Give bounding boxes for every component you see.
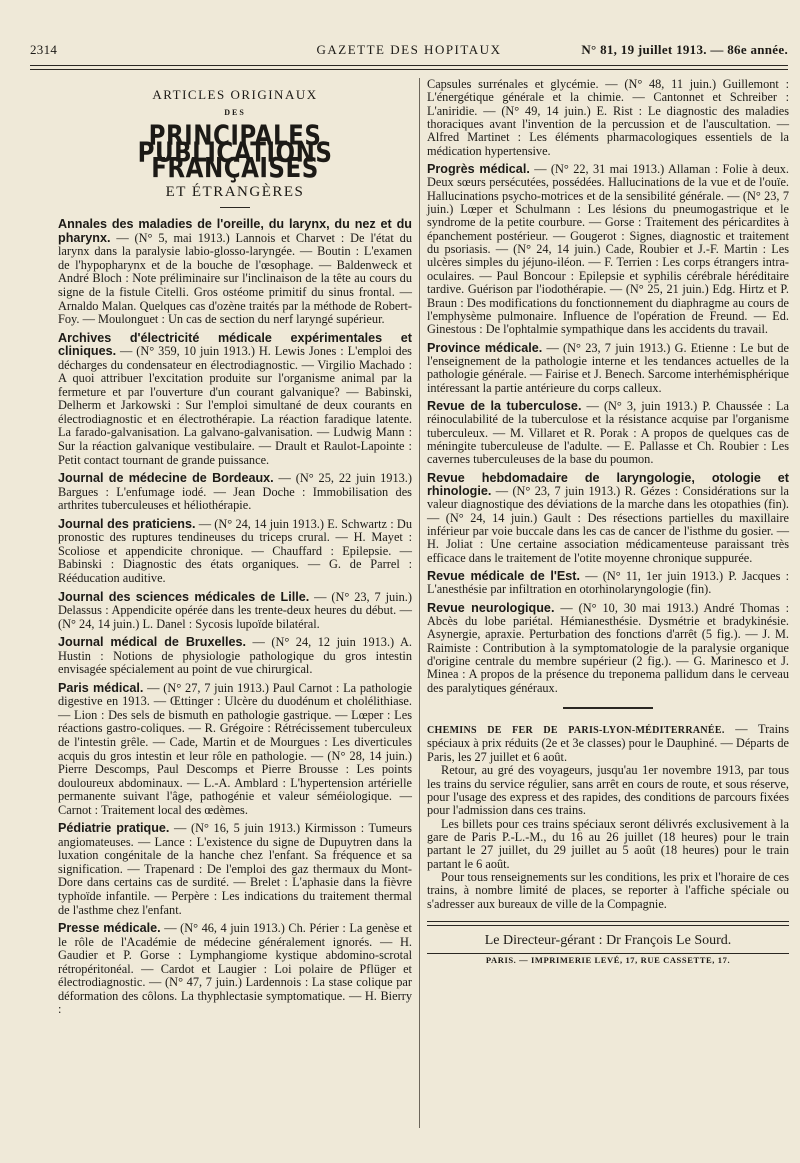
section-title: PRINCIPALES PUBLICATIONS FRANÇAISES [137, 120, 333, 185]
publication-entry [427, 400, 789, 467]
journal-name: Archives d'électricité médicale expérimentales et cliniques. [58, 330, 412, 359]
journal-name: Journal des praticiens. [58, 516, 196, 531]
notice-intro [427, 723, 789, 764]
journal-name: Revue médicale de l'Est. [427, 569, 580, 584]
publication-entry [58, 218, 412, 326]
publication-entry [58, 472, 412, 513]
entry-text: — (N° 23, 7 juin 1913.) R. Gézes : Considérations sur la valeur diagnostique des déviations de la marche dans les otopathies (fin). — (N° 24, 14 juin.) Gault : Des résections partielles du maxillaire inférieur par voie buccale dans les cas de cancer de l'isthme du gosier. — H. Joliat : Une certaine association médicamenteuse paraissant très efficace dans le traitement de l'otite moyenne chronique suppurée. [427, 483, 789, 565]
journal-name: Journal médical de Bruxelles. [58, 635, 247, 650]
right-entry-list [427, 78, 789, 695]
director-line: Le Directeur-gérant : Dr François Le Sourd. [484, 932, 732, 948]
notice-intro-text: — Trains spéciaux à prix réduits (2e et 3e classes) pour le Dauphiné. — Départs de Paris, les 27 juillet et 6 août. [427, 722, 789, 764]
entry-text: — (N° 5, mai 1913.) Lannois et Charvet : De l'état du larynx dans la paralysie labio-glosso-laryngée. — Boutin : L'examen de l'hypopharynx et de la bouche de l'œsophage. — Baldenweck et André Bloch : Note préliminaire sur l'inclinaison de la tête au cours du signe de la fistule Citelli. Gros ostéome primitif du sinus frontal. — Arnaldo Malan. Quelques cas d'ozène traités par la méthode de Robert-Foy. — Moulonguet : Un cas de section du nerf laryngé supérieur. [58, 230, 412, 327]
publication-entry [58, 591, 412, 632]
publication-entry [58, 636, 412, 677]
left-column [58, 78, 412, 1022]
publication-entry [427, 472, 789, 565]
page-number: 2314 [30, 42, 58, 57]
section-heading-des: DES [224, 107, 246, 117]
railway-notice [427, 723, 789, 911]
section-heading: ARTICLES ORIGINAUX [152, 87, 318, 102]
journal-name: Pédiatrie pratique. [58, 821, 170, 836]
footer-rule [427, 921, 789, 926]
entry-text: — (N° 22, 31 mai 1913.) Allaman : Folie à deux. Deux sœurs persécutées, possédées. Hallucinations de la vue et de l'ouïe. Hallucinations psycho-motrices et de la sensibilité générale. — (N° 23, 7 juin.) Lœper et Schulmann : Les lésions du pneumogastrique et le syndrome de la petite courbure. — Gorse : Traitement des péricardites à épanchement postérieur. — Gougerot : Signes, diagnostic et traitement du psoriasis. — (N° 24, 14 juin.) Cade, Roubier et J.-F. Martin : Les ulcères simples du jéjuno-iléon. — F. Terrien : Les corps étrangers intra-oculaires. — Paul Boncour : Epilepsie et syphilis cérébrale héréditaire tardive. Guérison par l'iodothérapie. — (N° 25, 21 juin.) Edg. Hirtz et P. Braun : Des modifications du fonctionnement du diaphragme au cours de l'emphysème pulmonaire. Influence de l'opération de Freund. — Ed. Ginestous : De l'ophtalmie sympathique dans les accidents du travail. [427, 162, 790, 337]
printer-line: PARIS. — IMPRIMERIE LEVÉ, 17, RUE CASSETTE, 17. [485, 955, 731, 966]
entry-text: — (N° 359, 10 juin 1913.) H. Lewis Jones : L'emploi des décharges du condensateur en électrodiagnostic. — Virgilio Machado : A quoi attribuer l'excitation produite sur l'organisme animal par la fermeture et par l'ouverture d'un courant galvanique? — Babinski, Delherm et Jarkowski : Sur l'emploi simultané de deux courants en électrodiagnostic et en électrothérapie. La réaction faradique latente. La farado-galvanisation. La galvano-galvanisation. — Ludwig Mann : Sur la réaction galvanique vestibulaire. — Drault et Raulot-Lapointe : Petit contact tournant de grande puissance. [58, 344, 412, 467]
header-rule [30, 65, 788, 66]
journal-name: Annales des maladies de l'oreille, du larynx, du nez et du pharynx. [58, 217, 412, 245]
journal-name: Revue hebdomadaire de laryngologie, otologie et rhinologie. [427, 470, 789, 498]
entry-text: — (N° 23, 7 juin.) Delassus : Appendicite opérée dans les trente-deux heures du début. — (N° 24, 14 juin.) L. Danel : Sycosis lupoïde bilatéral. [58, 589, 412, 631]
entry-text: — (N° 16, 5 juin 1913.) Kirmisson : Tumeurs angiomateuses. — Lance : L'existence du signe de Dupuytren dans la luxation congénitale de la hanche chez l'enfant. Sa fréquence et sa signification. — Trapenard : De l'emploi des gaz thermaux du Mont-Dore dans certains cas de surdité. — Brelet : L'aphasie dans la fièvre typhoïde infantile. — Perpère : Les indications du traitement thermal de l'asthme chez l'enfant. [58, 821, 412, 917]
journal-name: Province médicale. [427, 340, 543, 355]
journal-name: Progrès médical. [427, 162, 530, 177]
entry-text: — (N° 25, 22 juin 1913.) Bargues : L'enfumage iodé. — Jean Doche : Immobilisation des arthrites tuberculeuses et héliothérapie. [58, 471, 413, 513]
entry-text: — (N° 3, juin 1913.) P. Chaussée : La réinoculabilité de la tuberculose et la résistance acquise par l'organisme tuberculeux. — M. Villaret et R. Porak : A propos de quelques cas de méningite tuberculeuse de l'adulte. — E. Pallasse et Ch. Roubier : Les cavernes tuberculeuses de la base du poumon. [427, 398, 789, 467]
header-rule-thin [30, 69, 788, 70]
publication-entry [58, 822, 412, 917]
journal-name: Revue neurologique. [427, 600, 555, 615]
journal-name: Journal de médecine de Bordeaux. [58, 471, 274, 486]
entry-text: — (N° 46, 4 juin 1913.) Ch. Périer : La genèse et le rôle de l'Académie de médecine généralement ignorés. — H. Gaudier et P. Gorse : Lymphangiome kystique abdomino-scrotal rétropéritonéal. — Cardot et Laugier : Loi polaire de Pflüger et électrodiagnostic. — (N° 47, 7 juin.) Lardennois : La stase colique par déformation des côlons. La thyphlectasie symptomatique. — H. Bierry : [58, 921, 412, 1017]
journal-name: Presse médicale. [58, 921, 161, 936]
heading-rule [220, 207, 250, 208]
publication-entry [58, 332, 412, 467]
section-subtitle: ET ÉTRANGÈRES [165, 183, 305, 200]
publication-entry [427, 602, 789, 695]
left-entry-list [58, 218, 412, 1017]
journal-title: GAZETTE DES HOPITAUX [316, 42, 502, 57]
journal-name: Revue de la tuberculose. [427, 398, 582, 413]
entry-text: — (N° 24, 14 juin 1913.) E. Schwartz : Du pronostic des ruptures tendineuses du triceps crural. — H. Mayet : Scoliose et appendicite chronique. — Chauffard : Epilepsie. — Babinski : Diagnostic des états organiques. — G. de Parrel : Rééducation auditive. [58, 516, 412, 585]
column-divider [419, 78, 420, 1128]
journal-name: Paris médical. [58, 680, 144, 695]
notice-rule [563, 707, 653, 709]
right-column [427, 78, 789, 968]
entry-text: — (N° 24, 12 juin 1913.) A. Hustin : Notions de physiologie pathologique du gros intestin envisagée spécialement au point de vue chirurgical. [58, 635, 412, 677]
publication-entry [427, 342, 789, 395]
notice-paragraph: Les billets pour ces trains spéciaux seront délivrés exclusivement à la gare de Paris P.-L.-M., du 16 au 26 juillet (18 heures) pour le train partant le 27 juillet, du 29 juillet au 5 août (18 heures) pour le train partant le 6 août. [427, 816, 789, 871]
entry-text: — (N° 11, 1er juin 1913.) P. Jacques : L'anesthésie par infiltration en otorhinolaryngologie (fin). [427, 569, 790, 597]
journal-name: Journal des sciences médicales de Lille. [58, 589, 310, 604]
publication-entry [427, 570, 789, 597]
publication-entry [427, 163, 789, 336]
entry-text: — (N° 10, 30 mai 1913.) André Thomas : Abcès du lobe pariétal. Hémianesthésie. Dysmétrie et bradykinésie. Asynergie, apraxie. Perturbation des fonctions d'arrêt (5 fig.). — J. M. Raimiste : Contribution à la symptomatologie de la paralysie organique d'origine centrale du membre supérieur (2 fig.). — G. Marinesco et J. Minea : A propos de la présence du treponema pallidum dans le cerveau des paralytiques généraux. [427, 600, 790, 695]
publication-entry [58, 922, 412, 1017]
notice-paragraph: Retour, au gré des voyageurs, jusqu'au 1er novembre 1913, par tous les trains du service régulier, sans arrêt en cours de route, et sous réserve, pour l'usage des express et des rapides, des conditions de parcours fixées pour l'admission dans ces trains. [427, 763, 789, 818]
publication-entry [58, 518, 412, 586]
publication-entry [427, 78, 789, 158]
entry-text: — (N° 23, 7 juin 1913.) G. Etienne : Le but de l'enseignement de la pathologie interne et les tendances actuelles de la pathologie générale. — Fairise et J. Benech. Sarcome interhémisphérique intéressant la partie antérieure du corps calleux. [427, 340, 789, 395]
issue-info: N° 81, 19 juillet 1913. — 86e année. [581, 42, 788, 57]
entry-text: Capsules surrénales et glycémie. — (N° 48, 11 juin.) Guillemont : L'énergétique générale et la chimie. — Cantonnet et Schreiber : L'aniridie. — (N° 49, 14 juin.) E. Rist : Le diagnostic des maladies thoraciques avant l'invention de la percussion et de l'auscultation. — Alfred Martinet : Les éléments pharmacologiques essentiels de la médication hypertensive. [427, 77, 789, 158]
notice-paragraph: Pour tous renseignements sur les conditions, les prix et l'horaire de ces trains, à nombre limité de places, se reporter à l'affiche spéciale ou s'adresser aux bureaux de ville de la Compagnie. [427, 869, 789, 911]
publication-entry [58, 682, 412, 817]
entry-text: — (N° 27, 7 juin 1913.) Paul Carnot : La pathologie digestive en 1913. — Œttinger : Ulcère du duodénum et cholélithiase. — Lion : Des sels de bismuth en pathologie gastrique. — Lœper : Les réactions gastro-coliques. — R. Grégoire : Rétrécissement tuberculeux de l'intestin grêle. — Cade, Martin et de Mourgues : Les diverticules acquis du gros intestin et leur rôle en pathologie. — (N° 28, 14 juin.) Pierre Descomps, Paul Descomps et Pierre Brousse : Les points douloureux abdominaux. — L.-A. Amblard : L'hypertension artérielle permanente suivant l'âge, pathogénie et valeur séméiologique. — Carnot : Traitement local des œdèmes. [58, 680, 412, 817]
page-header [30, 40, 788, 62]
notice-title: CHEMINS DE FER DE PARIS-LYON-MÉDITERRANÉE. [427, 725, 725, 737]
